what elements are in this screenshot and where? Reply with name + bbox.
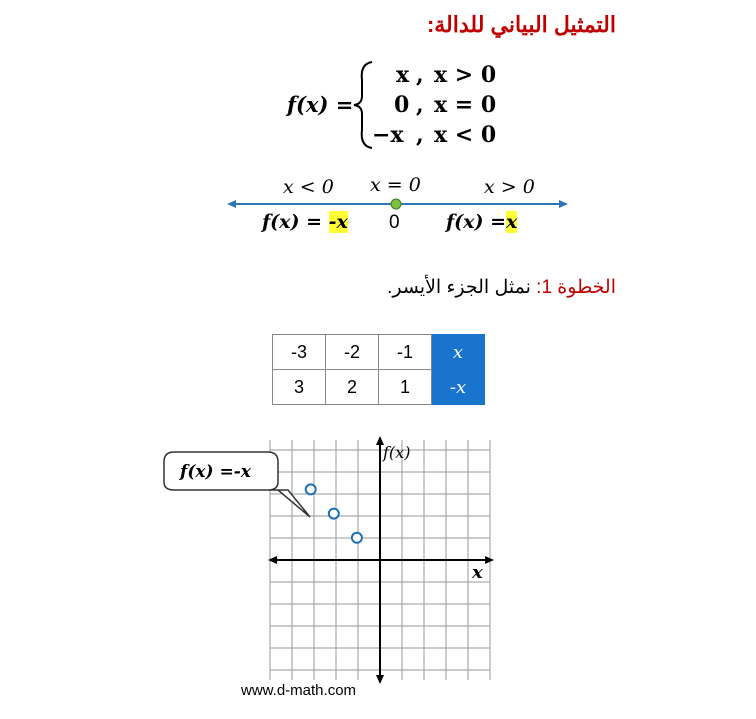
function-lhs: f(x) = bbox=[287, 92, 354, 117]
coordinate-graph bbox=[160, 432, 500, 687]
case-2-condition: x = 0 bbox=[434, 92, 497, 118]
table-row bbox=[273, 335, 485, 370]
data-point bbox=[352, 533, 362, 543]
step-text: نمثل الجزء الأيسر. bbox=[387, 277, 531, 298]
right-rule: f(x) =x bbox=[446, 211, 518, 233]
table-header-cell: x bbox=[432, 335, 485, 370]
table-header-cell: -x bbox=[432, 370, 485, 405]
table-row bbox=[273, 370, 485, 405]
table-cell: 1 bbox=[379, 370, 432, 405]
step-label: الخطوة 1: bbox=[536, 277, 616, 298]
left-rule: f(x) = -x bbox=[262, 211, 348, 233]
zero-label: 0 bbox=[389, 212, 400, 233]
case-2-expression: 0 bbox=[394, 92, 410, 118]
case-3-expression: −x bbox=[372, 122, 404, 148]
table-cell: -2 bbox=[326, 335, 379, 370]
piecewise-cases: x , x > 0 0 , x = 0 −x , x < 0 bbox=[372, 62, 497, 148]
case-3-condition: x < 0 bbox=[434, 122, 497, 148]
table-cell: -3 bbox=[273, 335, 326, 370]
case-1-expression: x bbox=[396, 62, 410, 88]
case-1-condition: x > 0 bbox=[434, 62, 497, 88]
left-condition: x < 0 bbox=[283, 176, 334, 198]
y-axis-label: f(x) bbox=[383, 443, 411, 462]
callout-text: f(x) =-x bbox=[180, 462, 251, 482]
zero-point bbox=[391, 199, 401, 209]
middle-condition: x = 0 bbox=[370, 174, 421, 196]
footer-url: www.d-math.com bbox=[241, 682, 357, 699]
data-point bbox=[329, 509, 339, 519]
step-1 bbox=[387, 276, 616, 299]
x-axis-label: x bbox=[472, 562, 483, 583]
data-point bbox=[306, 484, 316, 494]
right-rule-value: x bbox=[506, 211, 518, 233]
table-cell: 3 bbox=[273, 370, 326, 405]
right-condition: x > 0 bbox=[484, 176, 535, 198]
table-cell: 2 bbox=[326, 370, 379, 405]
left-rule-value: -x bbox=[328, 211, 348, 233]
table-cell: -1 bbox=[379, 335, 432, 370]
values-table bbox=[272, 334, 485, 405]
page-title: التمثيل البياني للدالة: bbox=[426, 12, 616, 37]
